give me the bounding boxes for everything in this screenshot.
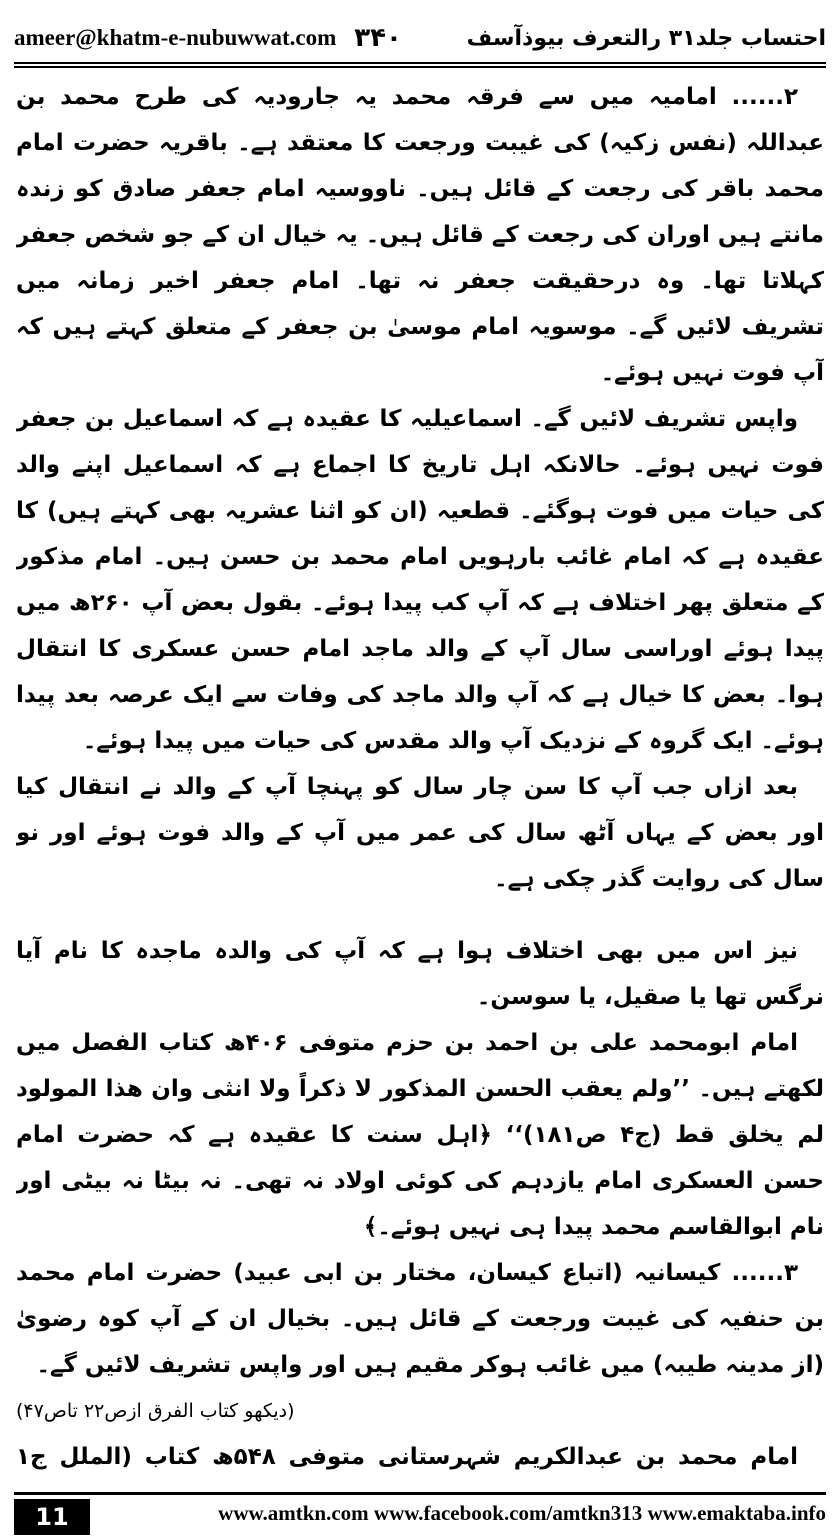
paragraph-2: واپس تشریف لائیں گے۔ اسماعیلیہ کا عقیدہ ہے کہ اسماعیل بن جعفر فوت نہیں ہوئے۔ حالانکہ اہل تاریخ کا اجماع ہے کہ اسماعیل اپنے والد کی حیات میں فوت ہوگئے۔ قطعیہ (ان کو اثنا عشریہ بھی کہتے ہیں) کا عقیدہ ہے کہ امام غائب بارہویں امام محمد بن حسن ہیں۔ امام مذکور کے متعلق پھر اختلاف ہے کہ آپ کب پیدا ہوئے۔ بقول بعض آپ ۲۶۰ھ میں پیدا ہوئے اوراسی سال آپ کے والد ماجد امام حسن عسکری کا انتقال ہوا۔ بعض کا خیال ہے کہ آپ والد ماجد کی وفات سے ایک عرصہ بعد پیدا ہوئے۔ ایک گروہ کے نزدیک آپ والد مقدس کی حیات میں پیدا ہوئے۔ [16, 406, 824, 754]
folio-number: 11 [14, 1499, 90, 1535]
paragraph-1: ۲...... امامیہ میں سے فرقہ محمد یہ جارودیہ کی طرح محمد بن عبداللہ (نفس زکیہ) کی غیبت ورجعت کا معتقد ہے۔ باقریہ حضرت امام محمد باقر کی رجعت کے قائل ہیں۔ ناووسیہ امام جعفر صادق کو زندہ مانتے ہیں اوران کی رجعت کے قائل ہیں۔ یہ خیال ان کے جو شخص جعفر کہلاتا تھا۔ وہ درحقیقت جعفر نہ تھا۔ امام جعفر اخیر زمانہ میں تشریف لائیں گے۔ موسویہ امام موسیٰ بن جعفر کے متعلق کہتے ہیں کہ آپ فوت نہیں ہوئے۔ [16, 84, 824, 386]
page-number: ۳۴۰ [354, 23, 402, 53]
book-title: احتساب جلد۳۱ رالتعرف بیوذآسف [466, 25, 826, 51]
footer-urls[interactable]: www.amtkn.com www.facebook.com/amtkn313 www.emaktaba.info [218, 1501, 826, 1525]
reference-note: (دیکھو کتاب الفرق ازص۲۲ تاص۴۷) [16, 1400, 295, 1422]
page-footer [14, 1492, 826, 1535]
paragraph-7: امام محمد بن عبدالکریم شہرستانی متوفی ۵۴۸ھ کتاب (الملل ج۱ [16, 1444, 799, 1470]
header-rule [14, 62, 826, 68]
page-body [16, 74, 824, 1488]
paragraph-4: نیز اس میں بھی اختلاف ہوا ہے کہ آپ کی والدہ ماجدہ کا نام آیا نرگس تھا یا صقیل، یا سوسن۔ [16, 938, 824, 1010]
page-header [14, 18, 826, 58]
header-email[interactable]: ameer@khatm-e-nubuwwat.com [14, 25, 337, 50]
header-left [14, 23, 402, 53]
reference-row [16, 1388, 824, 1434]
paragraph-3: بعد ازاں جب آپ کا سن چار سال کو پہنچا آپ کے والد نے انتقال کیا اور بعض کے یہاں آٹھ سال کی عمر میں آپ کے والد فوت ہوئے اور نو سال کی روایت گذر چکی ہے۔ [16, 774, 824, 892]
paragraph-5: امام ابومحمد علی بن احمد بن حزم متوفی ۴۰۶ھ کتاب الفصل میں لکھتے ہیں۔ ’’ولم یعقب الحسن المذکور لا ذکراً ولا انثی وان ھذا المولود لم یخلق قط (ج۴ ص۱۸۱)‘‘ ﴿اہل سنت کا عقیدہ ہے کہ حضرت امام حسن العسکری امام یازدہم کی کوئی اولاد نہ تھی۔ نہ بیٹا نہ بیٹی اور نام ابوالقاسم محمد پیدا ہی نہیں ہوئے۔﴾ [16, 1030, 824, 1240]
paragraph-6: ۳...... کیسانیہ (اتباع کیسان، مختار بن ابی عبید) حضرت امام محمد بن حنفیہ کی غیبت ورجعت کے قائل ہیں۔ بخیال ان کے آپ کوہ رضویٰ (از مدینہ طیبہ) میں غائب ہوکر مقیم ہیں اور واپس تشریف لائیں گے۔ [16, 1260, 824, 1378]
